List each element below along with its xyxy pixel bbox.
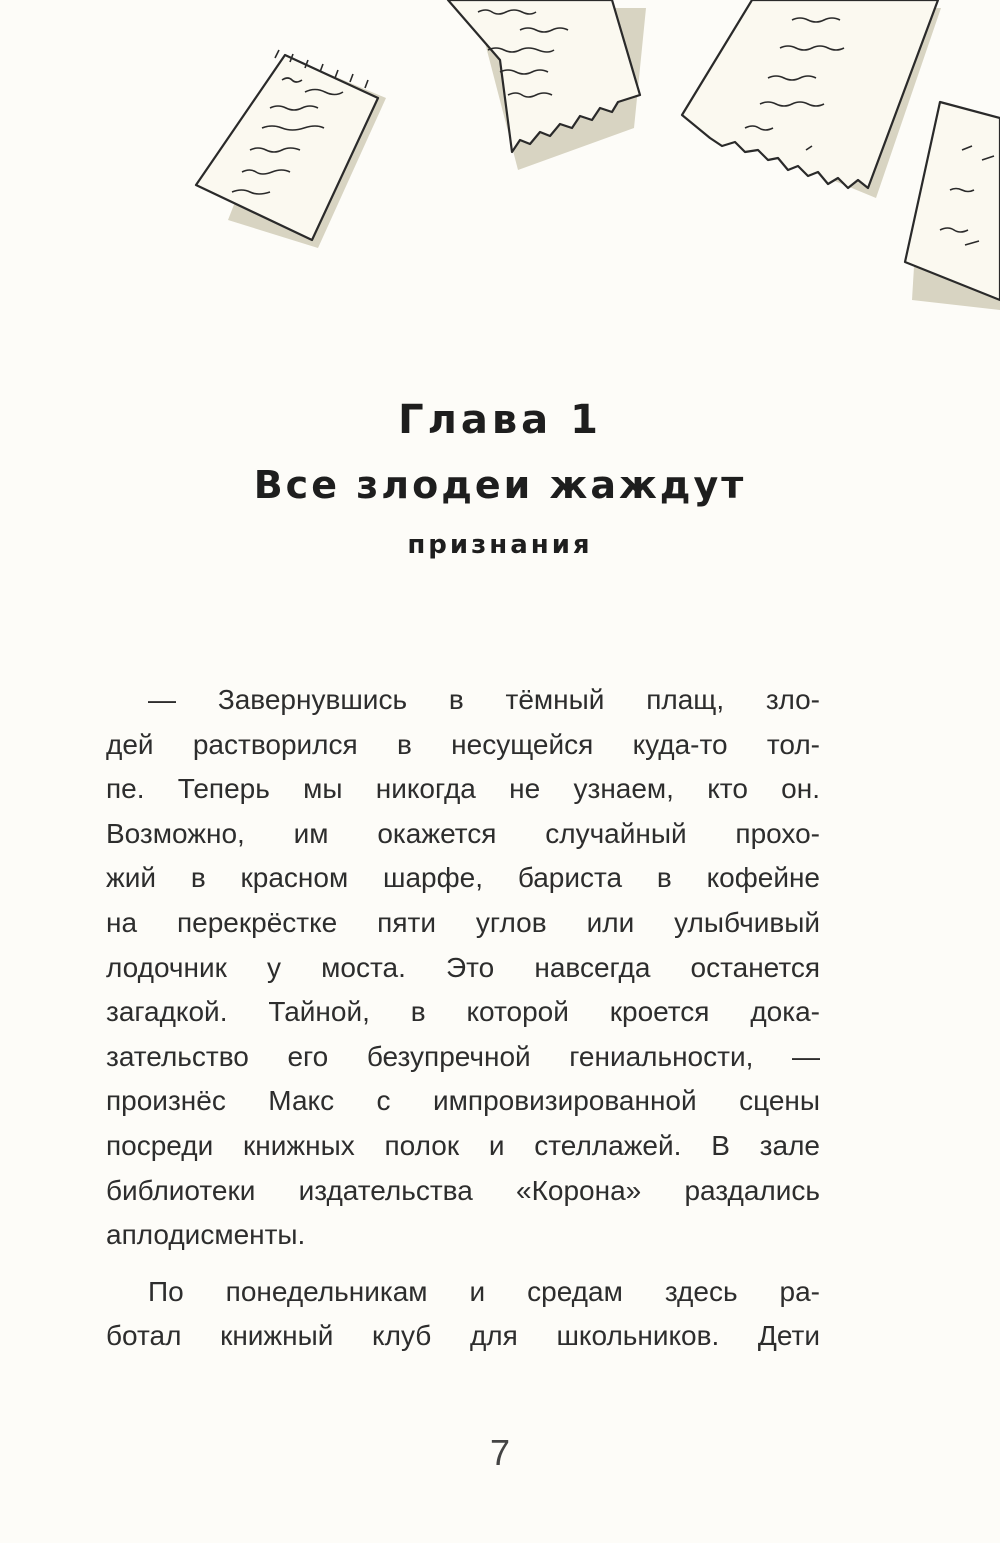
text-line: Возможно, им окажется случайный прохо- [106, 817, 820, 849]
text-line: — Завернувшись в тёмный плащ, зло- [148, 684, 820, 715]
paper-sheet-1 [196, 50, 386, 248]
text-line: зательство его безупречной гениальности, — [106, 1040, 820, 1072]
text-line: библиотеки издательства «Корона» раздались [106, 1174, 820, 1206]
text-line: загадкой. Тайной, в которой кроется дока- [106, 996, 820, 1028]
paper-sheet-3 [682, 0, 941, 198]
text-line: дей растворился в несущейся куда-то тол- [106, 728, 820, 760]
page-number: 7 [489, 1432, 511, 1473]
text-line: аплодисменты. [106, 1219, 306, 1251]
text-line: на перекрёстке пяти углов или улыбчивый [106, 906, 820, 938]
chapter-title-line-2: признания [407, 530, 593, 560]
body-text [106, 678, 820, 1359]
text-line: пе. Теперь мы никогда не узнаем, кто он. [106, 773, 820, 805]
chapter-number: Глава 1 [398, 397, 602, 443]
chapter-heading [0, 392, 1000, 570]
scattered-papers-illustration [0, 0, 1000, 320]
text-line: ботал книжный клуб для школьников. Дети [106, 1320, 820, 1352]
paper-sheet-4 [905, 102, 1000, 310]
text-line: посреди книжных полок и стеллажей. В зале [106, 1129, 820, 1161]
text-line: произнёс Макс с импровизированной сцены [106, 1085, 820, 1117]
text-line: По понедельникам и средам здесь ра- [148, 1275, 820, 1307]
chapter-title-line-1: Все злодеи жаждут [253, 463, 747, 507]
text-line: жий в красном шарфе, бариста в кофейне [106, 862, 820, 894]
text-line: лодочник у моста. Это навсегда останется [106, 951, 820, 983]
paper-sheet-2 [448, 0, 646, 170]
paragraph-2 [106, 1270, 820, 1359]
paragraph-1 [106, 678, 820, 1258]
